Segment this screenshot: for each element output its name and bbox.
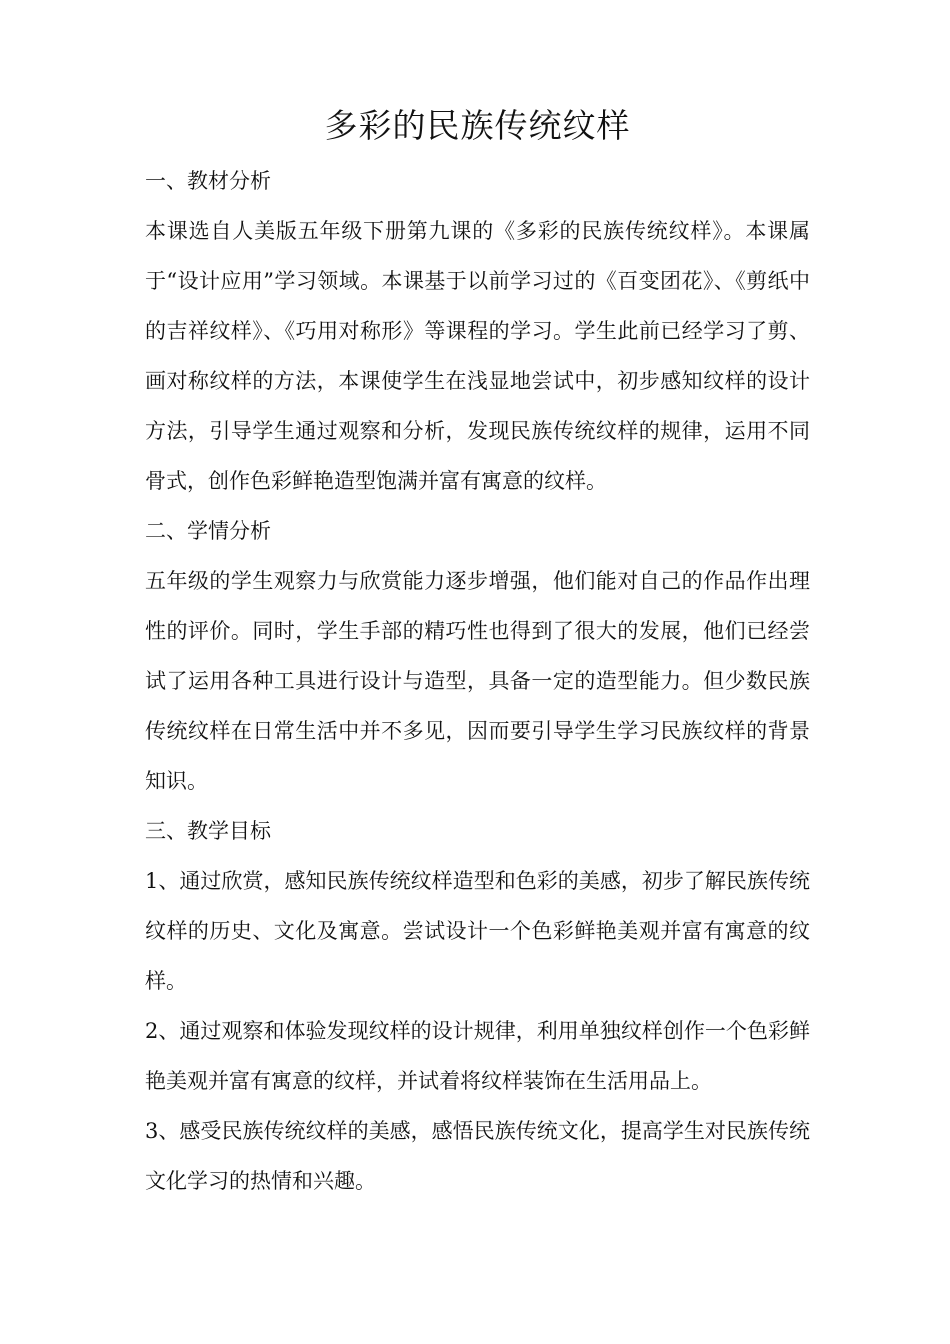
section-student-analysis: [145, 506, 810, 806]
section-heading: 三、教学目标: [145, 819, 271, 843]
section-heading: 一、教材分析: [145, 169, 271, 193]
paragraph: 2、通过观察和体验发现纹样的设计规律，利用单独纹样创作一个色彩鲜艳美观并富有寓意的纹样，并试着将纹样装饰在生活用品上。: [145, 1019, 810, 1093]
section-heading: 二、学情分析: [145, 519, 271, 543]
paragraph: 五年级的学生观察力与欣赏能力逐步增强，他们能对自己的作品作出理性的评价。同时，学生手部的精巧性也得到了很大的发展，他们已经尝试了运用各种工具进行设计与造型，具备一定的造型能力。但少数民族传统纹样在日常生活中并不多见，因而要引导学生学习民族纹样的背景知识。: [145, 569, 810, 793]
paragraph: 3、感受民族传统纹样的美感，感悟民族传统文化，提高学生对民族传统文化学习的热情和兴趣。: [145, 1119, 810, 1193]
document-title: 多彩的民族传统纹样: [324, 106, 631, 145]
paragraph: 1、通过欣赏，感知民族传统纹样造型和色彩的美感，初步了解民族传统纹样的历史、文化及寓意。尝试设计一个色彩鲜艳美观并富有寓意的纹样。: [145, 869, 810, 993]
document-page: [145, 96, 810, 1206]
section-teaching-goals: [145, 806, 810, 1206]
section-textbook-analysis: [145, 156, 810, 506]
paragraph: 本课选自人美版五年级下册第九课的《多彩的民族传统纹样》。本课属于“设计应用”学习领域。本课基于以前学习过的《百变团花》、《剪纸中的吉祥纹样》、《巧用对称形》等课程的学习。学生此前已经学习了剪、画对称纹样的方法，本课使学生在浅显地尝试中，初步感知纹样的设计方法，引导学生通过观察和分析，发现民族传统纹样的规律，运用不同骨式，创作色彩鲜艳造型饱满并富有寓意的纹样。: [145, 219, 810, 493]
